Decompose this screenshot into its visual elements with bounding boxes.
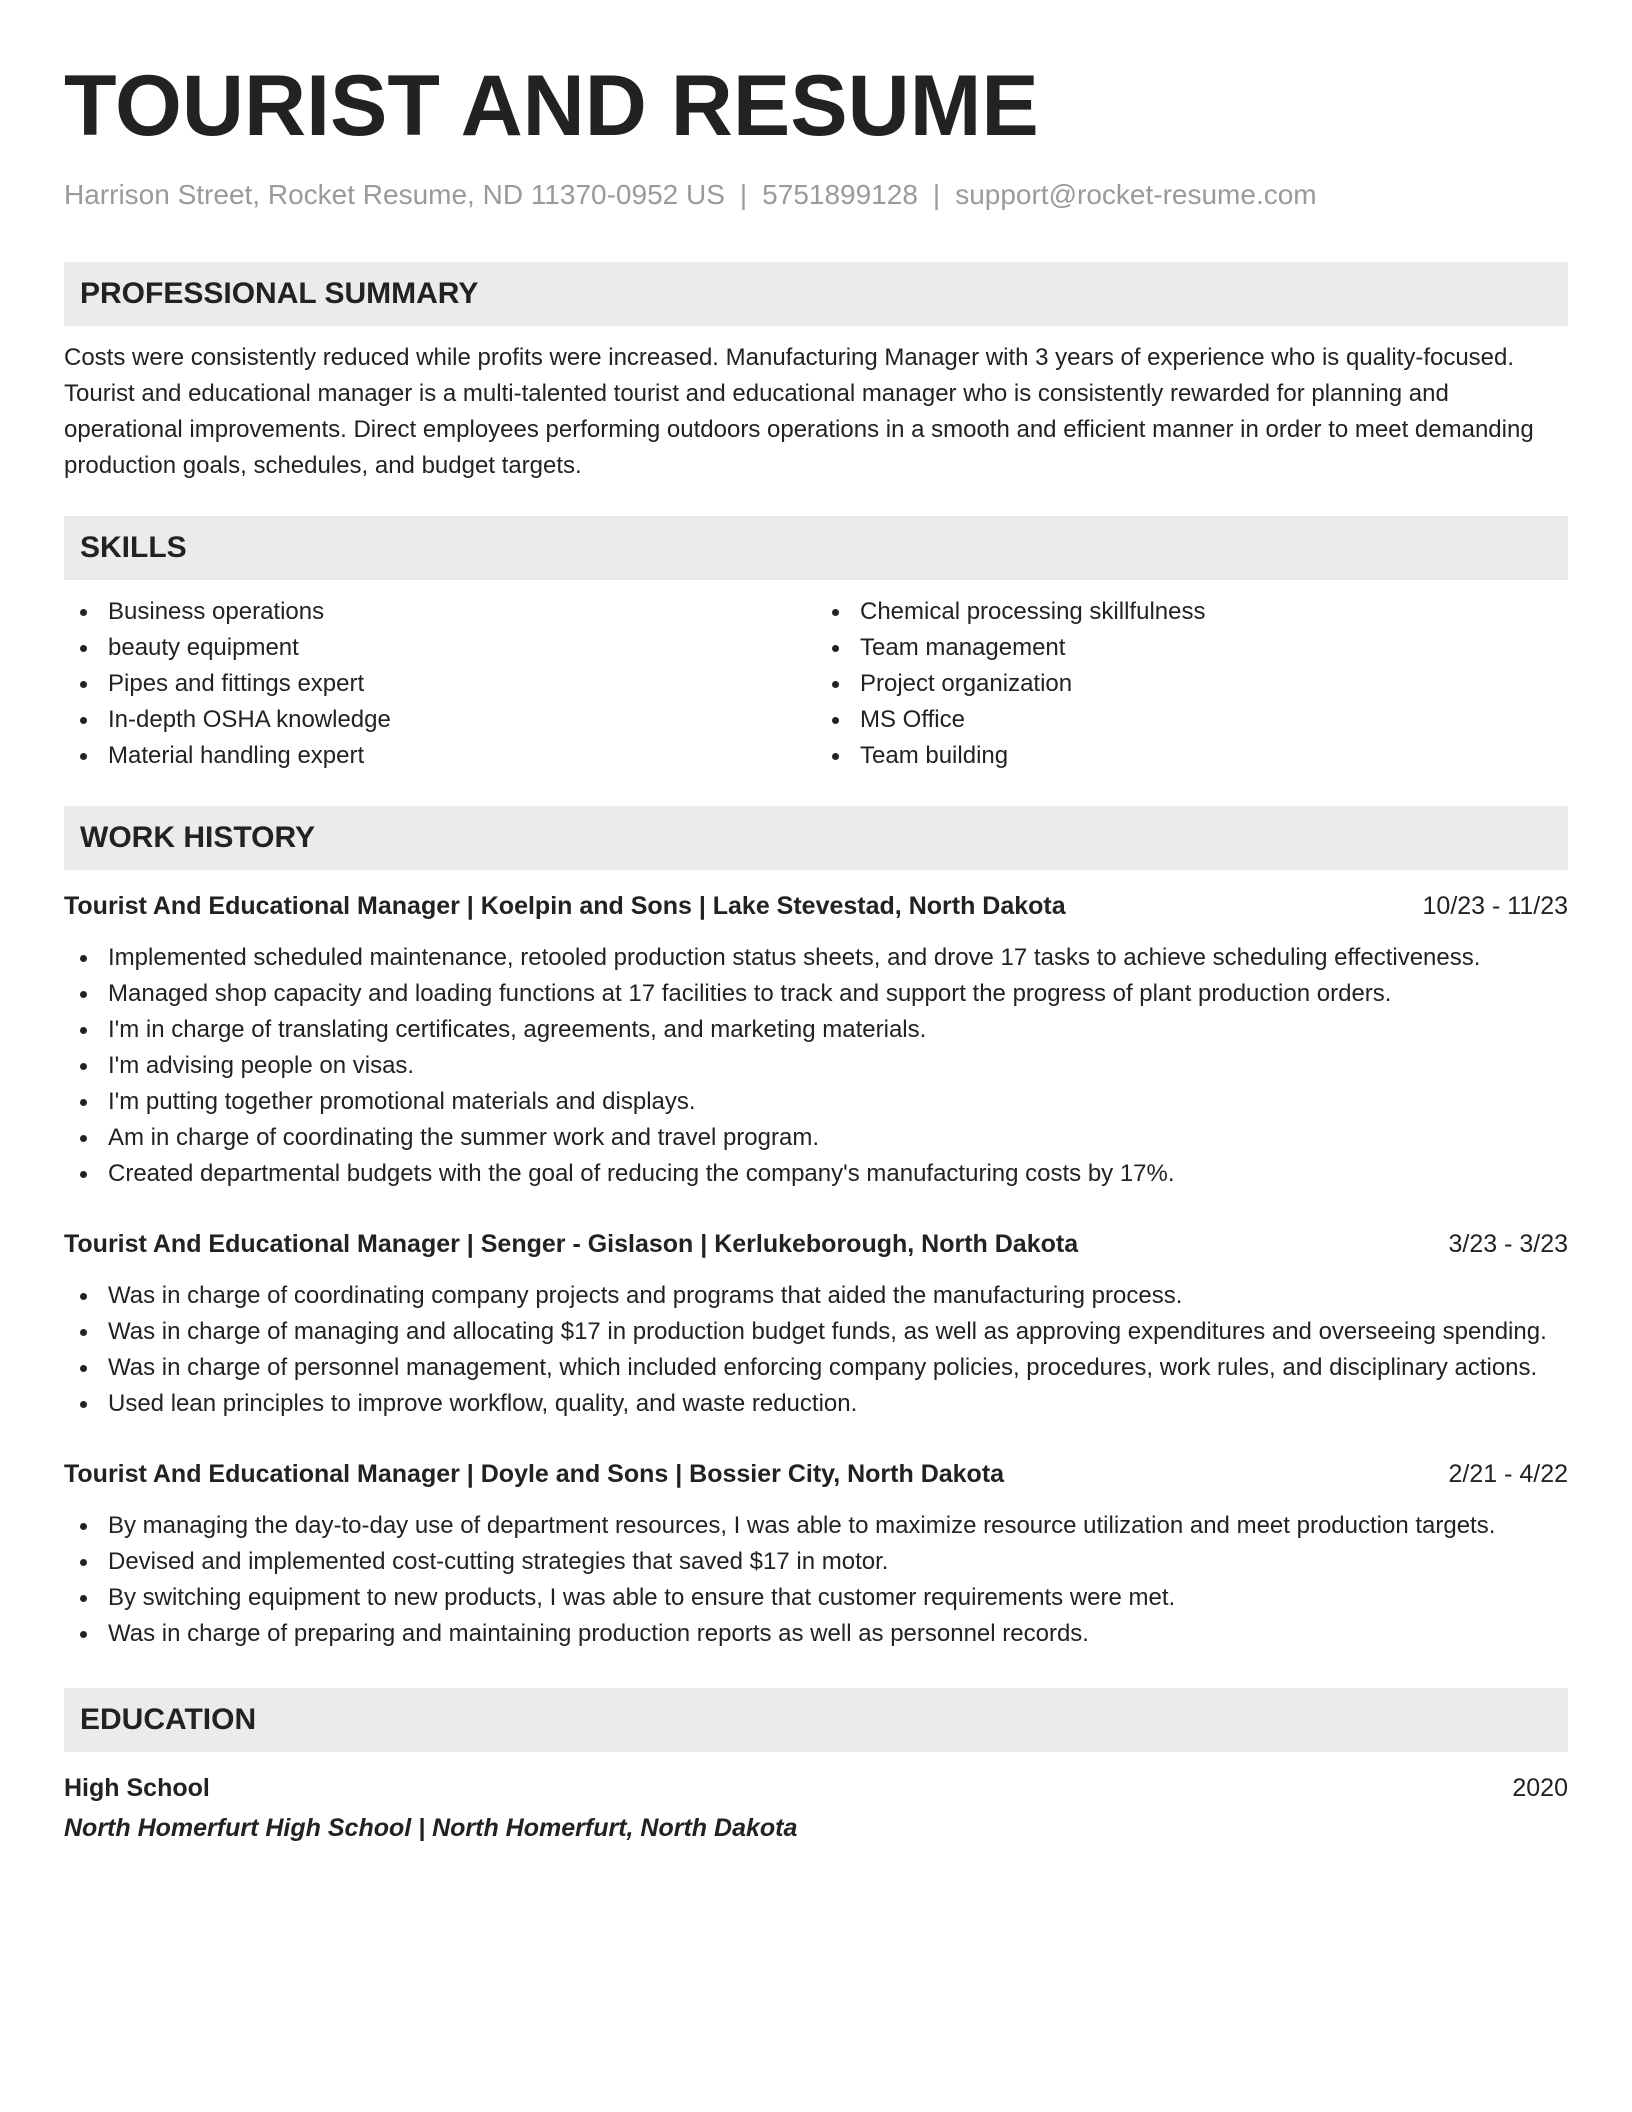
job-bullet: I'm putting together promotional materials and displays. [64,1084,1568,1120]
job-title-row [64,888,1568,924]
summary-section-header: PROFESSIONAL SUMMARY [64,262,1568,326]
skill-item: Project organization [816,666,1568,702]
contact-separator: | [932,179,941,210]
education-degree: High School [64,1774,210,1802]
skills-column-left [64,594,816,774]
skills-grid [64,594,1568,774]
job-bullet: By managing the day-to-day use of department resources, I was able to maximize resource utilization and meet production targets. [64,1508,1568,1544]
job-dates: 2/21 - 4/22 [1448,1460,1568,1488]
job-bullet-list [64,940,1568,1192]
contact-separator: | [739,179,748,210]
skill-item: Business operations [64,594,816,630]
job-title: Tourist And Educational Manager | Koelpin and Sons | Lake Stevestad, North Dakota [64,892,1066,920]
skill-item: Team building [816,738,1568,774]
job-bullet-list [64,1278,1568,1422]
skill-item: MS Office [816,702,1568,738]
education-section-header: EDUCATION [64,1688,1568,1752]
contact-phone: 5751899128 [762,179,918,210]
skill-item: Team management [816,630,1568,666]
job-title-row [64,1226,1568,1262]
summary-text: Costs were consistently reduced while profits were increased. Manufacturing Manager with 3 years of experience who is quality-focused. Tourist and educational manager is a multi-talented tourist and educational manager who is consistently rewarded for planning and operational improvements. Direct employees performing outdoors operations in a smooth and efficient manner in order to meet demanding production goals, schedules, and budget targets. [64,344,1534,479]
education-school: North Homerfurt High School | North Homerfurt, North Dakota [64,1814,798,1842]
job-bullet: I'm advising people on visas. [64,1048,1568,1084]
resume-name: TOURIST AND RESUME [64,58,1039,154]
skill-item: Pipes and fittings expert [64,666,816,702]
skill-item: In-depth OSHA knowledge [64,702,816,738]
job-bullet: Used lean principles to improve workflow, quality, and waste reduction. [64,1386,1568,1422]
job-bullet-list [64,1508,1568,1652]
job-bullet: By switching equipment to new products, I was able to ensure that customer requirements were met. [64,1580,1568,1616]
job-dates: 3/23 - 3/23 [1448,1230,1568,1258]
job-bullet: Was in charge of preparing and maintaining production reports as well as personnel records. [64,1616,1568,1652]
skills-section-header: SKILLS [64,516,1568,580]
job-bullet: Created departmental budgets with the goal of reducing the company's manufacturing costs by 17%. [64,1156,1568,1192]
job-bullet: Was in charge of managing and allocating $17 in production budget funds, as well as approving expenditures and overseeing spending. [64,1314,1568,1350]
job-bullet: Was in charge of coordinating company projects and programs that aided the manufacturing process. [64,1278,1568,1314]
skill-item: Material handling expert [64,738,816,774]
contact-address: Harrison Street, Rocket Resume, ND 11370-0952 US [64,179,725,210]
contact-line [64,178,1568,212]
job-entry [64,1456,1568,1652]
job-bullet: Managed shop capacity and loading functions at 17 facilities to track and support the progress of plant production orders. [64,976,1568,1012]
skill-item: beauty equipment [64,630,816,666]
job-title: Tourist And Educational Manager | Doyle and Sons | Bossier City, North Dakota [64,1460,1005,1488]
job-bullet: Am in charge of coordinating the summer work and travel program. [64,1120,1568,1156]
skills-column-right [816,594,1568,774]
job-title-row [64,1456,1568,1492]
job-bullet: Was in charge of personnel management, which included enforcing company policies, procedures, work rules, and disciplinary actions. [64,1350,1568,1386]
work-history-section-header: WORK HISTORY [64,806,1568,870]
job-bullet: Devised and implemented cost-cutting strategies that saved $17 in motor. [64,1544,1568,1580]
job-bullet: Implemented scheduled maintenance, retooled production status sheets, and drove 17 tasks to achieve scheduling effectiveness. [64,940,1568,976]
job-entry [64,888,1568,1192]
job-bullet: I'm in charge of translating certificates, agreements, and marketing materials. [64,1012,1568,1048]
skill-item: Chemical processing skillfulness [816,594,1568,630]
education-row [64,1770,1568,1806]
contact-email: support@rocket-resume.com [955,179,1317,210]
job-dates: 10/23 - 11/23 [1422,892,1568,920]
job-title: Tourist And Educational Manager | Senger - Gislason | Kerlukeborough, North Dakota [64,1230,1079,1258]
job-entry [64,1226,1568,1422]
education-year: 2020 [1512,1774,1568,1802]
